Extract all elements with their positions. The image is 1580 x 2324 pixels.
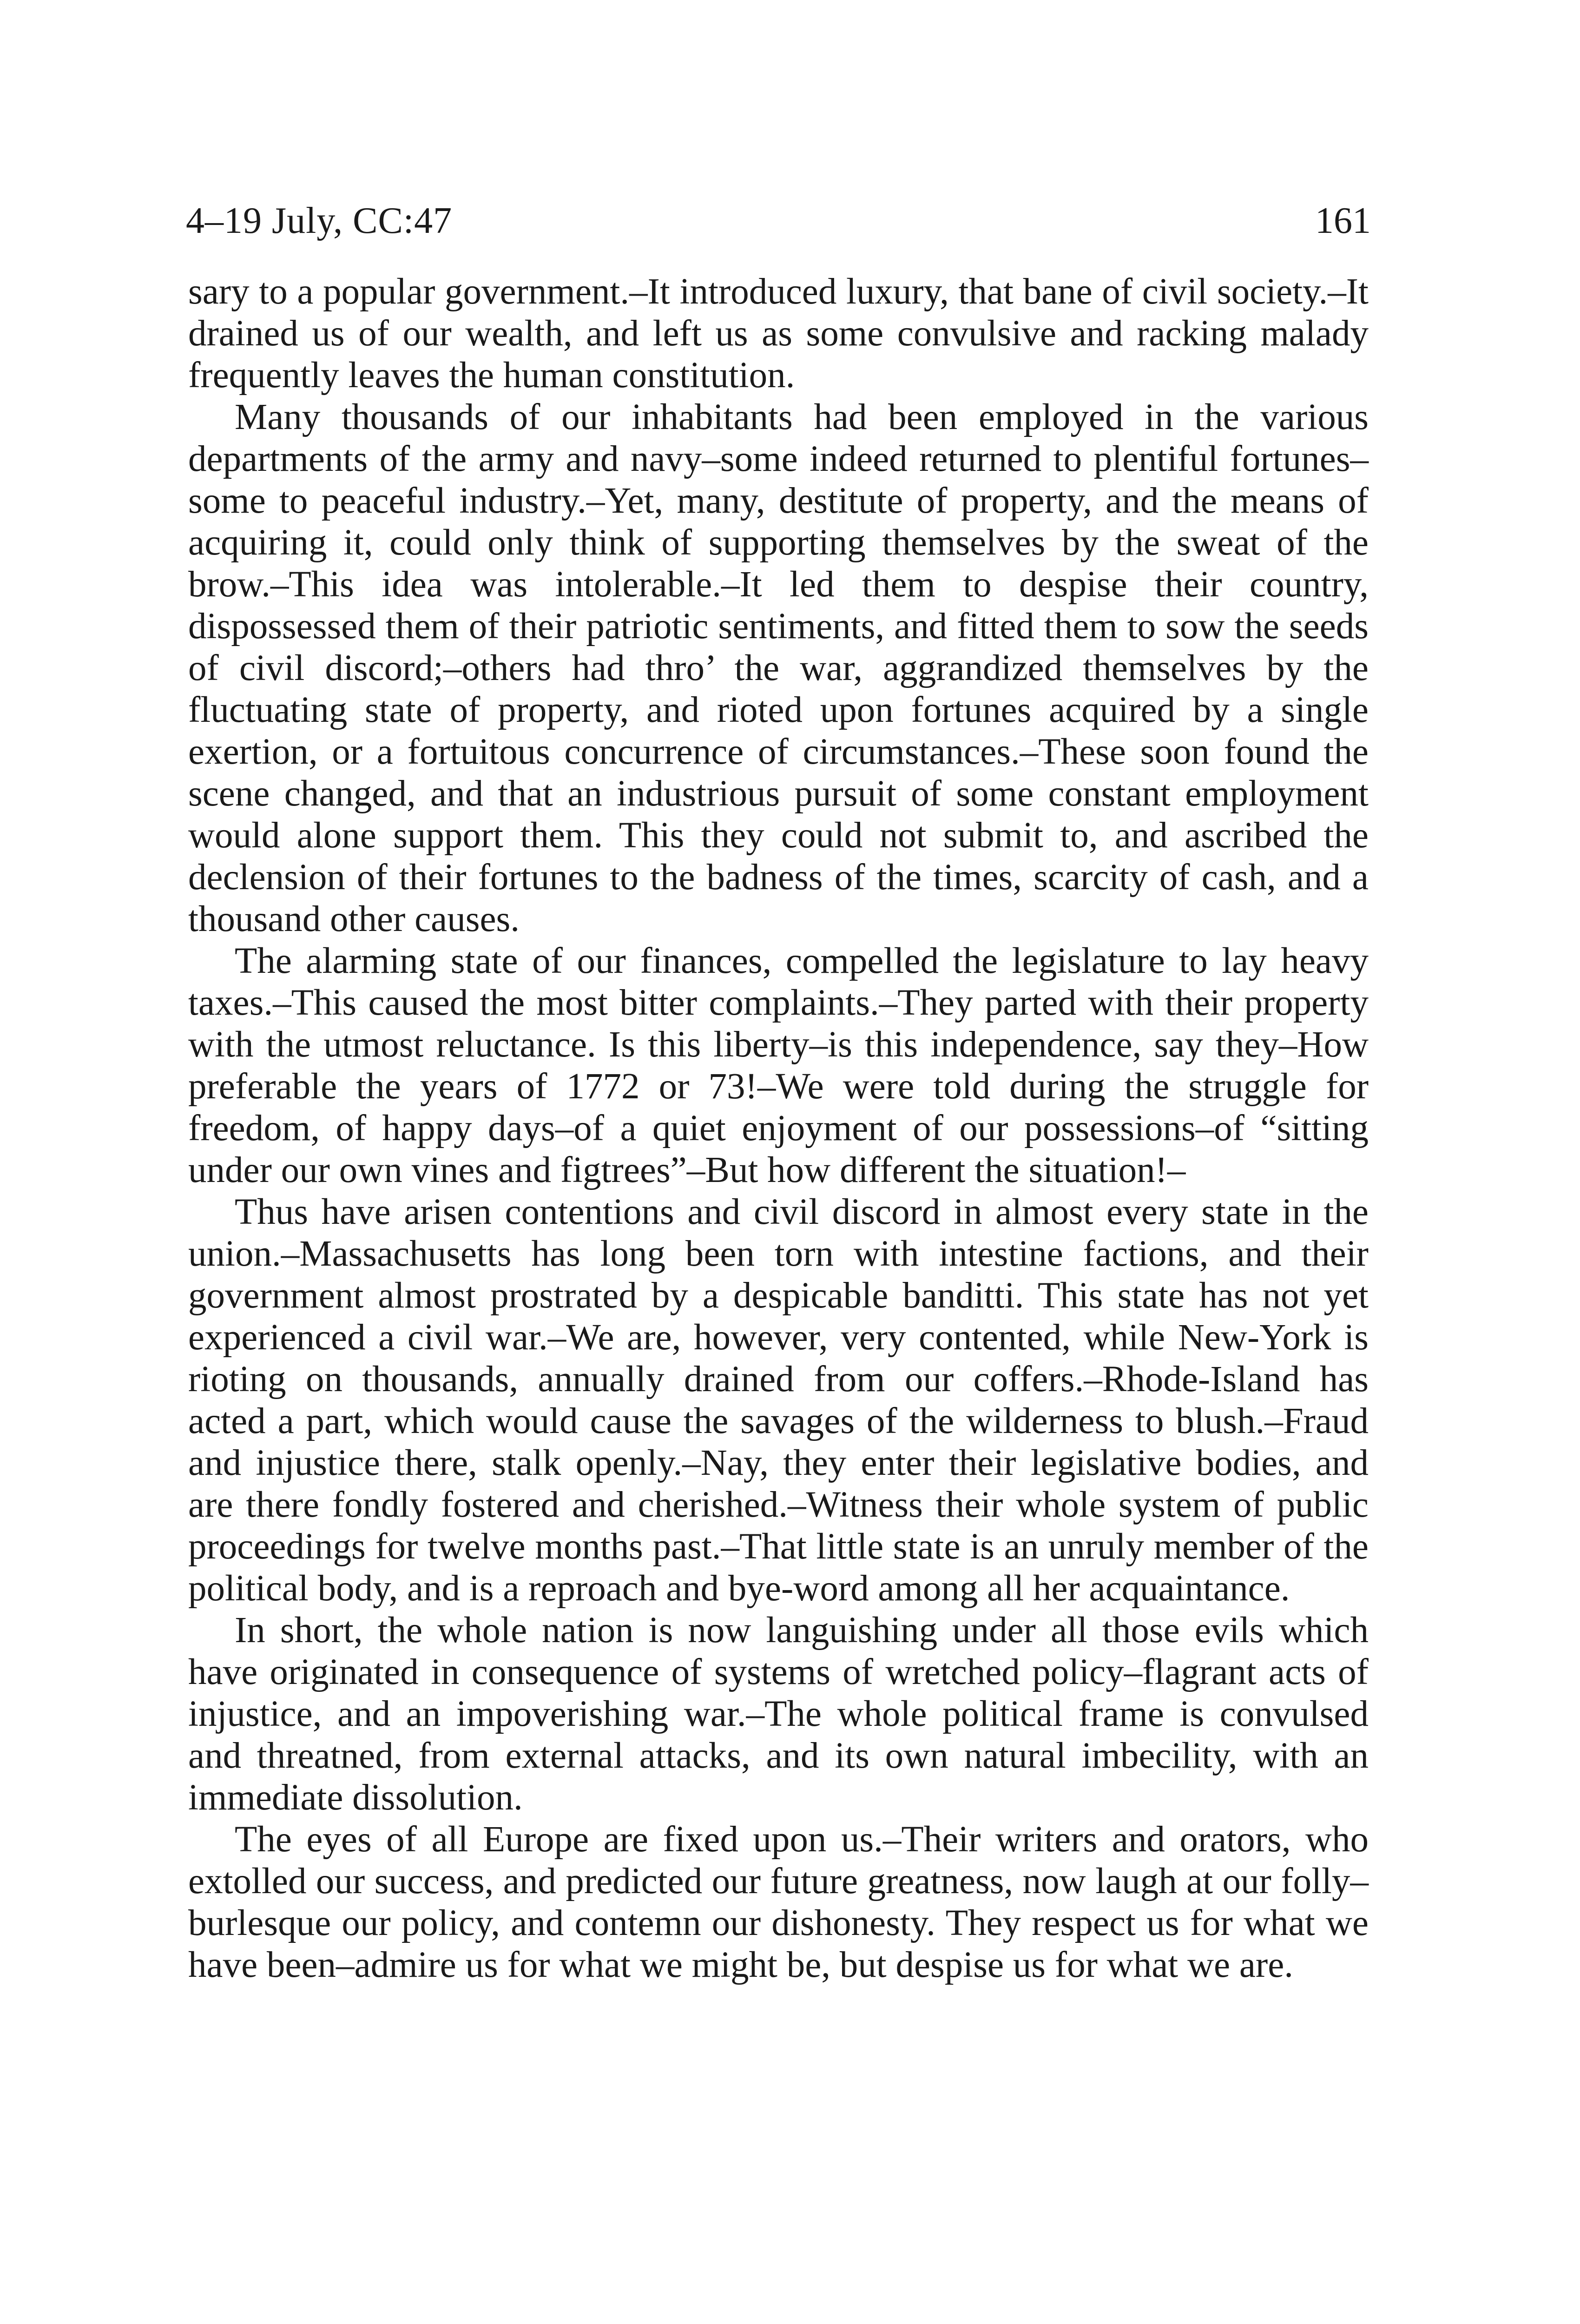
paragraph: The eyes of all Europe are fixed upon us.–Their writers and orators, who extolled our success, and predicted our future greatness, now laugh at our folly–burlesque our policy, and contemn our dishonesty. They respect us for what we have been–admire us for what we might be, but despise us for what we are. — [188, 1819, 1369, 1985]
page-number: 161 — [1315, 200, 1371, 241]
running-head: 4–19 July, CC:47 — [186, 200, 453, 241]
paragraph: The alarming state of our finances, compelled the legislature to lay heavy taxes.–This caused the most bitter complaints.–They parted with their property with the utmost reluctance. Is this liberty–is this independence, say they–How preferable the years of 1772 or 73!–We were told during the struggle for freedom, of happy days–of a quiet enjoyment of our possessions–of “sitting under our own vines and figtrees”–But how different the situation!– — [188, 941, 1369, 1190]
paragraph: Many thousands of our inhabitants had been employed in the various departments of the army and navy–some indeed returned to plentiful fortunes–some to peaceful industry.–Yet, many, destitute of property, and the means of acquiring it, could only think of supporting themselves by the sweat of the brow.–This idea was intolerable.–It led them to despise their country, dispossessed them of their patriotic sentiments, and fitted them to sow the seeds of civil discord;–others had thro’ the war, aggrandized themselves by the fluctuating state of property, and rioted upon fortunes acquired by a single exertion, or a fortuitous concurrence of circumstances.–These soon found the scene changed, and that an industrious pursuit of some constant employment would alone support them. This they could not submit to, and ascribed the declension of their fortunes to the badness of the times, scarcity of cash, and a thousand other causes. — [188, 397, 1369, 939]
page-header — [186, 195, 1371, 246]
body-text — [188, 271, 1369, 1986]
paragraph: In short, the whole nation is now languishing under all those evils which have originated in consequence of systems of wretched policy–flagrant acts of injustice, and an impoverishing war.–The whole political frame is convulsed and threatned, from external attacks, and its own natural imbecility, with an immediate dissolution. — [188, 1610, 1369, 1818]
paragraph: sary to a popular government.–It introduced luxury, that bane of civil society.–It drained us of our wealth, and left us as some convulsive and racking malady frequently leaves the human constitution. — [188, 271, 1369, 396]
paragraph: Thus have arisen contentions and civil discord in almost every state in the union.–Massachusetts has long been torn with intestine factions, and their government almost prostrated by a despicable banditti. This state has not yet experienced a civil war.–We are, however, very contented, while New-York is rioting on thousands, annually drained from our coffers.–Rhode-Island has acted a part, which would cause the savages of the wilderness to blush.–Fraud and injustice there, stalk openly.–Nay, they enter their legislative bodies, and are there fondly fostered and cherished.–Witness their whole system of public proceedings for twelve months past.–That little state is an unruly member of the political body, and is a reproach and bye-word among all her acquaintance. — [188, 1192, 1369, 1609]
